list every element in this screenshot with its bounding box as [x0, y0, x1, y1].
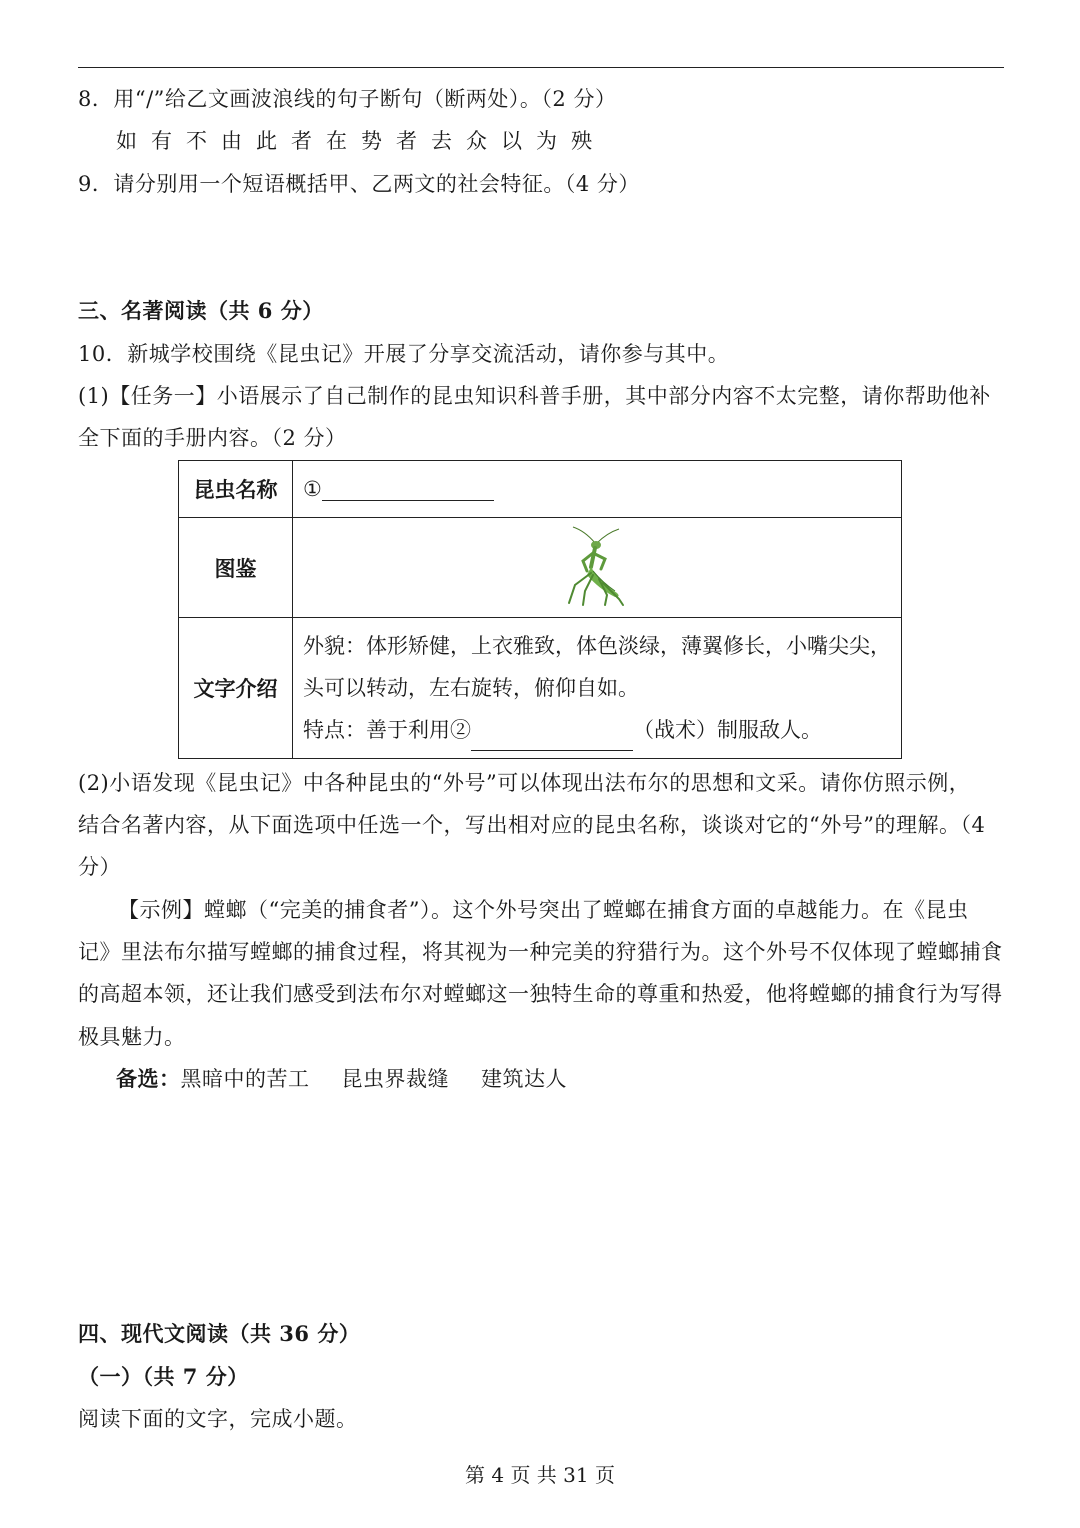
- image-label: 图鉴: [179, 518, 293, 618]
- task-2-line-2: 结合名著内容，从下面选项中任选一个，写出相对应的昆虫名称，谈谈对它的“外号”的理解。（4: [78, 813, 986, 837]
- options-label: 备选：: [116, 1066, 181, 1091]
- section-4-heading: 四、现代文阅读（共 36 分）: [78, 1321, 361, 1346]
- question-9-prompt: 9．请分别用一个短语概括甲、乙两文的社会特征。（4 分）: [78, 172, 640, 196]
- description-line-2: 头可以转动，左右旋转，俯仰自如。: [303, 676, 639, 700]
- mantis-image: [555, 523, 639, 607]
- example-line-2: 记》里法布尔描写螳螂的捕食过程，将其视为一种完美的狩猎行为。这个外号不仅体现了螳螂捕食: [78, 940, 1003, 964]
- table-row-name: [179, 461, 902, 518]
- top-rule: [78, 67, 1004, 68]
- description-cell: [293, 618, 902, 759]
- example-line-4: 极具魅力。: [78, 1025, 186, 1049]
- insect-name-label: 昆虫名称: [179, 461, 293, 518]
- feature-prefix: 特点：善于利用②: [303, 718, 471, 742]
- image-cell: [293, 518, 902, 618]
- example-line-3: 的高超本领，还让我们感受到法布尔对螳螂这一独特生命的尊重和热爱，他将螳螂的捕食行为写得: [78, 982, 1003, 1006]
- question-10-prompt: 10．新城学校围绕《昆虫记》开展了分享交流活动，请你参与其中。: [78, 342, 730, 366]
- table-row-description: [179, 618, 902, 759]
- task-2-line-1: (2)小语发现《昆虫记》中各种昆虫的“外号”可以体现出法布尔的思想和文采。请你仿照示例，: [78, 771, 971, 795]
- page-footer: 第 4 页 共 31 页: [465, 1463, 615, 1487]
- description-line-3: [303, 709, 891, 751]
- section-3-heading: 三、名著阅读（共 6 分）: [78, 298, 324, 323]
- section-4-subheading: （一）（共 7 分）: [78, 1364, 249, 1389]
- option-item: 建筑达人: [481, 1067, 567, 1091]
- blank-2: [471, 728, 633, 751]
- description-label: 文字介绍: [179, 618, 293, 759]
- question-8-sentence: 如有不由此者在势者去众以为殃: [116, 129, 606, 153]
- options-row: [116, 1064, 567, 1094]
- task-1-line-2: 全下面的手册内容。（2 分）: [78, 426, 347, 450]
- option-item: 昆虫界裁缝: [341, 1067, 449, 1091]
- insect-name-cell: [293, 461, 902, 518]
- example-line-1: 【示例】螳螂（“完美的捕食者”）。这个外号突出了螳螂在捕食方面的卓越能力。在《昆虫: [118, 898, 969, 922]
- option-item: 黑暗中的苦工: [180, 1067, 310, 1091]
- feature-suffix: （战术）制服敌人。: [633, 718, 822, 742]
- task-1-line-1: (1)【任务一】小语展示了自己制作的昆虫知识科普手册，其中部分内容不太完整，请你帮助他补: [78, 384, 991, 408]
- insect-handbook-table: [178, 460, 902, 759]
- task-2-line-3: 分）: [78, 855, 121, 879]
- table-row-image: [179, 518, 902, 618]
- description-line-1: 外貌：体形矫健，上衣雅致，体色淡绿，薄翼修长，小嘴尖尖，: [303, 634, 891, 658]
- blank-1: [322, 478, 494, 501]
- section-4-instruction: 阅读下面的文字，完成小题。: [78, 1407, 358, 1431]
- question-8-prompt: 8．用“/”给乙文画波浪线的句子断句（断两处）。（2 分）: [78, 87, 617, 111]
- blank-marker-1: ①: [303, 477, 322, 501]
